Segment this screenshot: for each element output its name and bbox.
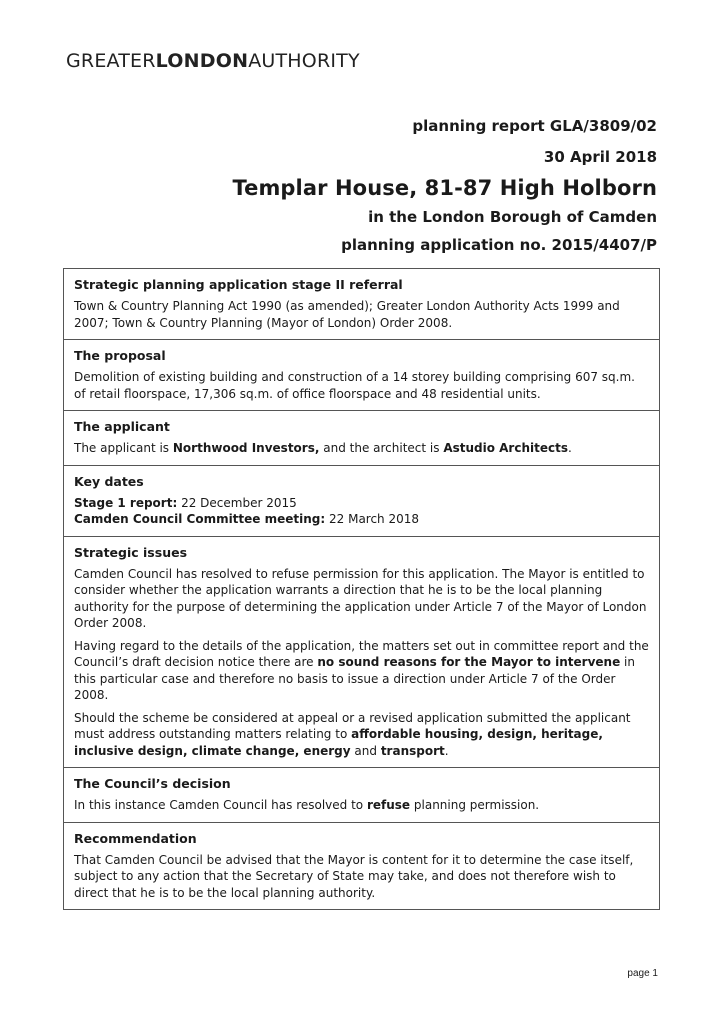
- summary-box: [63, 268, 660, 910]
- report-reference: planning report GLA/3809/02: [412, 117, 657, 135]
- section-proposal: [64, 339, 659, 410]
- section-title: Strategic issues: [74, 544, 188, 560]
- key-date-committee: Camden Council Committee meeting: 22 March 2018: [74, 512, 420, 526]
- strategic-paragraph-3: Should the scheme be considered at appeal or a revised application submitted the applicant must address outstanding matters relating to affordable housing, design, heritage, inclusive design, climate change, energy and transport.: [74, 710, 631, 758]
- gla-logo: GREATERLONDONAUTHORITY: [66, 50, 360, 72]
- borough: in the London Borough of Camden: [368, 208, 657, 226]
- section-title: The proposal: [74, 348, 166, 363]
- section-recommendation: [64, 822, 659, 910]
- section-key-dates: [64, 465, 659, 536]
- section-title: The Council’s decision: [74, 776, 231, 791]
- section-applicant: [64, 410, 659, 465]
- section-title: The applicant: [74, 419, 170, 434]
- section-strategic-issues: [64, 536, 659, 768]
- section-text: The applicant is Northwood Investors, and the architect is Astudio Architects.: [74, 441, 572, 455]
- section-text: That Camden Council be advised that the Mayor is content for it to determine the case itself, subject to any action that the Secretary of State may take, and does not therefore wish to direct that he is to be the local planning authority.: [74, 852, 634, 900]
- section-text: In this instance Camden Council has resolved to refuse planning permission.: [74, 798, 540, 812]
- strategic-paragraph-2: Having regard to the details of the application, the matters set out in committee report and the Council’s draft decision notice there are no sound reasons for the Mayor to intervene in this particular case and therefore no basis to issue a direction under Article 7 of the Order 2008.: [74, 638, 649, 702]
- key-date-stage1: Stage 1 report: 22 December 2015: [74, 495, 297, 510]
- section-referral: [64, 269, 659, 339]
- section-text: Town & Country Planning Act 1990 (as amended); Greater London Authority Acts 1999 and 2007; Town & Country Planning (Mayor of London) Order 2008.: [74, 299, 620, 330]
- report-date: 30 April 2018: [543, 148, 657, 166]
- site-title: Templar House, 81-87 High Holborn: [232, 176, 657, 200]
- page-number: page 1: [627, 968, 658, 979]
- section-title: Key dates: [74, 473, 144, 489]
- section-text: Demolition of existing building and construction of a 14 storey building comprising 607 sq.m. of retail floorspace, 17,306 sq.m. of office floorspace and 48 residential units.: [74, 370, 635, 401]
- application-number: planning application no. 2015/4407/P: [341, 236, 657, 254]
- strategic-paragraph-1: Camden Council has resolved to refuse permission for this application. The Mayor is entitled to consider whether the application warrants a direction that he is to be the local planning authority for the purpose of determining the application under Article 7 of the Mayor of London Order 2008.: [74, 566, 647, 630]
- section-title: Strategic planning application stage II referral: [74, 277, 403, 292]
- section-title: Recommendation: [74, 830, 197, 846]
- section-council-decision: [64, 767, 659, 822]
